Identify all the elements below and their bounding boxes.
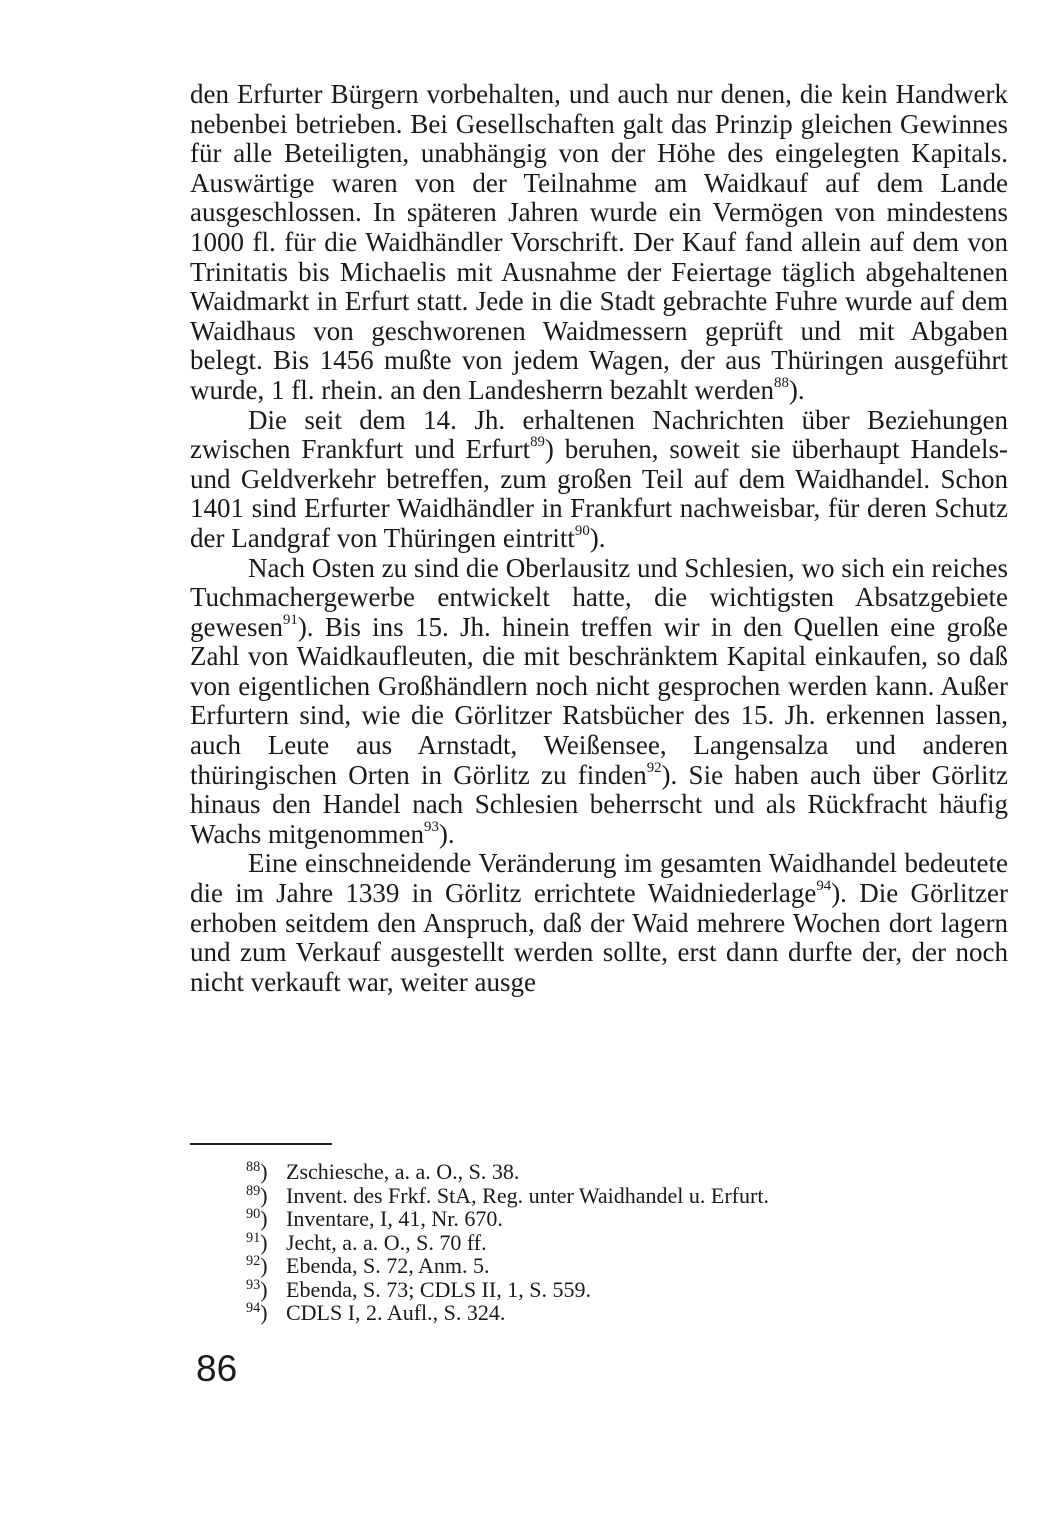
footnote-number: $^{91}$) bbox=[246, 1229, 268, 1255]
footnote-text: Inventare, I, 41, Nr. 670. bbox=[286, 1206, 503, 1231]
footnote bbox=[246, 1301, 946, 1325]
footnote-marker: 89 bbox=[246, 1182, 261, 1199]
footnote-marker: 93 bbox=[246, 1276, 261, 1293]
text-run: ). Sie haben auch über Görlitz hinaus den Handel nach Schlesien beherrscht und als Rückfracht häufig Wachs mitgenommen bbox=[190, 759, 1008, 849]
footnote-number: $^{88}$) bbox=[246, 1159, 268, 1184]
page-number: 86 bbox=[196, 1348, 238, 1389]
text-run: Die seit dem 14. Jh. erhaltenen Nachrichten über Beziehungen zwischen Frankfurt und Erfurt bbox=[190, 404, 1008, 465]
footnote-marker: 92 bbox=[246, 1253, 261, 1270]
footnote-text: Ebenda, S. 73; CDLS II, 1, S. 559. bbox=[286, 1276, 591, 1302]
footnote bbox=[246, 1231, 946, 1255]
footnote-number: $^{92}$) bbox=[246, 1253, 268, 1278]
footnote-separator bbox=[190, 1143, 332, 1145]
footnote-text: Jecht, a. a. O., S. 70 ff. bbox=[286, 1229, 487, 1255]
footnote-marker: 94 bbox=[246, 1300, 261, 1317]
text-run: Eine einschneidende Veränderung im gesamten Waidhandel bedeutete die im Jahre 1339 in Görlitz errichtete Waidniederlage bbox=[190, 848, 1008, 909]
footnote-ref: 92 bbox=[646, 759, 662, 776]
footnote-number: $^{93}$) bbox=[246, 1276, 268, 1302]
footnote-text: Zschiesche, a. a. O., S. 38. bbox=[286, 1159, 520, 1184]
text-run: den Erfurter Bürgern vorbehalten, und auch nur denen, die kein Handwerk nebenbei betrieben. Bei Gesellschaften galt das Prinzip gleichen Gewinnes für alle Beteiligten, unabhängig von der Höhe des eingelegten Kapitals. Auswärtige waren von der Teilnahme am Waidkauf auf dem Lande ausgeschlossen. In späteren Jahren wurde ein Vermögen von mindestens 1000 fl. für die Waidhändler Vorschrift. Der Kauf fand allein auf dem von Trinitatis bis Michaelis mit Ausnahme der Feiertage täglich abgehaltenen Waidmarkt in Erfurt statt. Jede in die Stadt gebrachte Fuhre wurde auf dem Waidhaus von geschworenen Waidmessern geprüft und mit Abgaben belegt. Bis 1456 mußte von jedem Wagen, der aus Thüringen ausgeführt wurde, 1 fl. rhein. an den Landesherrn bezahlt werden bbox=[190, 79, 1008, 405]
paragraph bbox=[190, 849, 1008, 997]
footnote bbox=[246, 1278, 946, 1302]
text-run: ). Die Görlitzer erhoben seitdem den Anspruch, daß der Waid mehrere Wochen dort lagern und zum Verkauf ausgestellt werden sollte, erst dann durfte der, der noch nicht verkauft war, weiter ausge bbox=[190, 878, 1009, 997]
text-run: ). bbox=[438, 818, 455, 849]
footnote-ref: 88 bbox=[774, 375, 789, 392]
footnote bbox=[246, 1254, 946, 1278]
footnote-text: Invent. des Frkf. StA, Reg. unter Waidhandel u. Erfurt. bbox=[286, 1182, 769, 1208]
footnote bbox=[246, 1207, 946, 1231]
footnote-text: Ebenda, S. 72, Anm. 5. bbox=[286, 1253, 490, 1278]
paragraph bbox=[190, 406, 1008, 554]
footnote-ref: 93 bbox=[424, 818, 439, 835]
footnote-ref: 94 bbox=[816, 878, 832, 895]
footnote-ref: 90 bbox=[574, 523, 590, 540]
footnote-marker: 91 bbox=[246, 1229, 261, 1246]
footnote-number: $^{94}$) bbox=[246, 1300, 268, 1325]
footnote-marker: 88 bbox=[246, 1159, 261, 1176]
footnote-number: $^{90}$) bbox=[246, 1206, 268, 1231]
text-run: ) beruhen, soweit sie überhaupt Handels- und Geldverkehr betreffen, zum großen Teil auf dem Waidhandel. Schon 1401 sind Erfurter Waidhändler in Frankfurt nachweisbar, für deren Schutz der Landgraf von Thüringen eintritt bbox=[190, 434, 1008, 553]
footnote-ref: 91 bbox=[282, 611, 298, 628]
text-run: ). Bis ins 15. Jh. hinein treffen wir in den Quellen eine große Zahl von Waidkaufleuten, die mit beschränktem Kapital einkaufen, so daß von eigentlichen Großhändlern noch nicht gesprochen werden kann. Außer Erfurtern sind, wie die Görlitzer Ratsbücher des 15. Jh. erkennen lassen, auch Leute aus Arnstadt, Weißensee, Langensalza und anderen thüringischen Orten in Görlitz zu finden bbox=[190, 611, 1008, 790]
paragraph bbox=[190, 554, 1008, 850]
text-run: Nach Osten zu sind die Oberlausitz und Schlesien, wo sich ein reiches Tuchmachergewerbe entwickelt hatte, die wichtigsten Absatzgebiete gewesen bbox=[190, 552, 1008, 642]
footnote bbox=[246, 1184, 946, 1208]
main-text bbox=[190, 80, 1008, 997]
text-run: ). bbox=[589, 522, 606, 553]
footnote-text: CDLS I, 2. Aufl., S. 324. bbox=[286, 1300, 506, 1325]
footnotes bbox=[246, 1160, 946, 1325]
footnote-marker: 90 bbox=[246, 1206, 261, 1223]
footnote-number: $^{89}$) bbox=[246, 1182, 268, 1208]
footnote-ref: 89 bbox=[530, 434, 545, 451]
text-run: ). bbox=[788, 374, 805, 405]
footnote bbox=[246, 1160, 946, 1184]
paragraph bbox=[190, 80, 1008, 406]
